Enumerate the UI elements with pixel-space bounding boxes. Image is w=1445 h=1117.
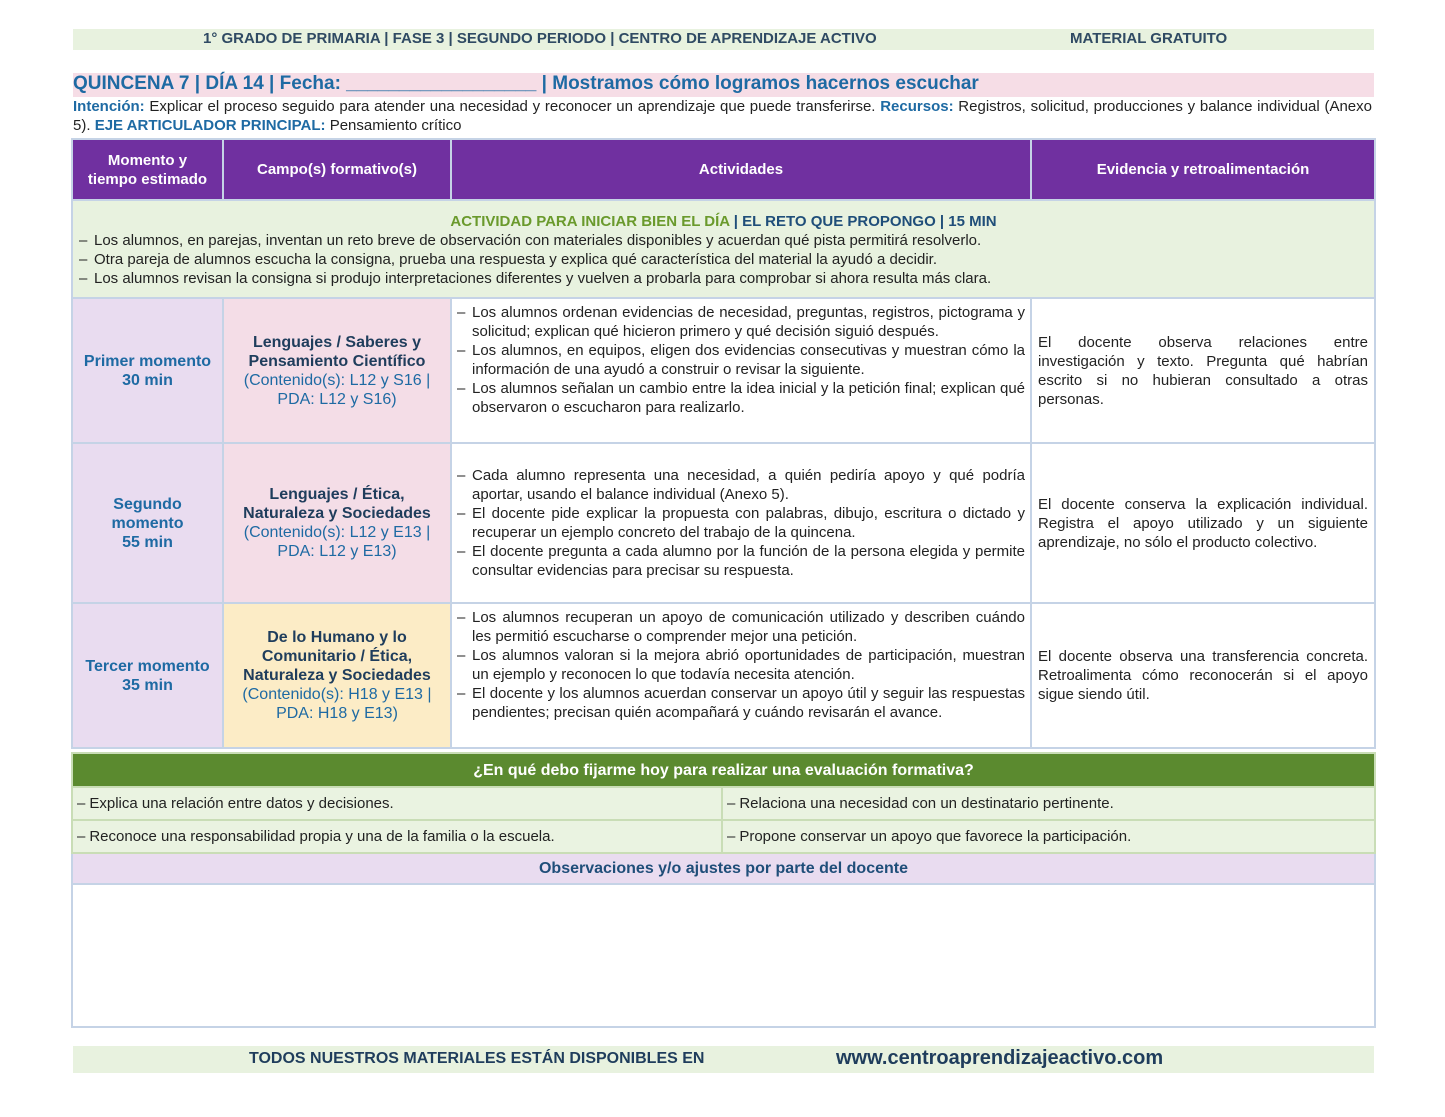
list-item: – El docente pide explicar la propuesta con palabras, dibujo, escritura o dictado y recuperar un ejemplo concreto del trabajo de la quincena. bbox=[455, 504, 1025, 542]
evaluation-item: – Explica una relación entre datos y decisiones. bbox=[72, 787, 722, 820]
activities-cell bbox=[451, 443, 1031, 603]
resources-text: Registros, solicitud, producciones y balance individual (Anexo 5). bbox=[73, 98, 1372, 134]
moment-label: Primer momento bbox=[83, 352, 212, 370]
axis-text: Pensamiento crítico bbox=[325, 117, 462, 134]
evaluation-item: – Reconoce una responsabilidad propia y una de la familia o la escuela. bbox=[72, 820, 722, 853]
top-banner bbox=[73, 29, 1374, 50]
evaluation-item: – Propone conservar un apoyo que favorece la participación. bbox=[722, 820, 1375, 853]
list-item: – El docente y los alumnos acuerdan conservar un apoyo útil y seguir las respuestas pendientes; precisan quién acompañará y cuándo revisarán el avance. bbox=[455, 684, 1025, 722]
list-item: – Otra pareja de alumnos escucha la consigna, prueba una respuesta y explica qué característica del material la ayudó a decidir. bbox=[77, 250, 1370, 269]
start-activity-list bbox=[77, 231, 1370, 288]
list-item: – Los alumnos revisan la consigna si produjo interpretaciones diferentes y vuelven a probarla para comprobar si ahora resulta más clara. bbox=[77, 269, 1370, 288]
resources-label: Recursos: bbox=[880, 98, 954, 115]
evidence-cell: El docente observa relaciones entre investigación y texto. Pregunta qué habrían escrito si no hubieran consultado a otras personas. bbox=[1031, 298, 1375, 443]
moment-time: 35 min bbox=[122, 676, 173, 694]
moment-cell bbox=[72, 603, 223, 748]
moment-time: 30 min bbox=[122, 371, 173, 389]
list-item: – Los alumnos valoran si la mejora abrió oportunidades de participación, muestran un ejemplo y reconocen lo que todavía necesita atención. bbox=[455, 646, 1025, 684]
moment-time: 55 min bbox=[122, 533, 173, 551]
campo-content: (Contenido(s): L12 y S16 | PDA: L12 y S16) bbox=[243, 371, 431, 408]
intent-paragraph bbox=[73, 97, 1372, 135]
moment-cell bbox=[72, 298, 223, 443]
start-title-green: ACTIVIDAD PARA INICIAR BIEN EL DÍA bbox=[450, 213, 730, 230]
evidence-cell: El docente observa una transferencia concreta. Retroalimenta cómo reconocerán si el apoyo sigue siendo útil. bbox=[1031, 603, 1375, 748]
observations-title: Observaciones y/o ajustes por parte del docente bbox=[72, 853, 1375, 884]
campo-content: (Contenido(s): L12 y E13 | PDA: L12 y E13) bbox=[243, 524, 431, 560]
evaluation-title: ¿En qué debo fijarme hoy para realizar una evaluación formativa? bbox=[72, 753, 1375, 787]
table-row bbox=[72, 298, 1375, 443]
campo-name: Lenguajes / Saberes y Pensamiento Científico bbox=[248, 333, 426, 370]
intent-label: Intención: bbox=[73, 98, 145, 115]
evaluation-item: – Relaciona una necesidad con un destinatario pertinente. bbox=[722, 787, 1375, 820]
table-row bbox=[72, 603, 1375, 748]
intent-text: Explicar el proceso seguido para atender una necesidad y reconocer un aprendizaje que puede transferirse. bbox=[144, 98, 881, 115]
lesson-plan-table bbox=[71, 138, 1376, 749]
campo-name: Lenguajes / Ética, Naturaleza y Sociedades bbox=[243, 486, 431, 522]
header-campo: Campo(s) formativo(s) bbox=[223, 139, 451, 200]
start-activity-cell bbox=[72, 200, 1375, 298]
footer-banner bbox=[73, 1046, 1374, 1073]
campo-content: (Contenido(s): H18 y E13 | PDA: H18 y E13) bbox=[242, 686, 432, 722]
start-title-rest: | EL RETO QUE PROPONGO | 15 MIN bbox=[729, 213, 997, 230]
campo-cell bbox=[223, 603, 451, 748]
footer-url-link[interactable]: www.centroaprendizajeactivo.com bbox=[836, 1047, 1164, 1069]
moment-label: Segundo momento bbox=[111, 495, 184, 532]
list-item: – Los alumnos, en parejas, inventan un reto breve de observación con materiales disponibles y acuerdan qué pista permitirá resolverlo. bbox=[77, 231, 1370, 250]
list-item: – Los alumnos, en equipos, eligen dos evidencias consecutivas y muestran cómo la información de una ayudó a construir o revisar la siguiente. bbox=[455, 341, 1025, 379]
moment-cell bbox=[72, 443, 223, 603]
header-moment: Momento y tiempo estimado bbox=[72, 139, 223, 200]
list-item: – Los alumnos recuperan un apoyo de comunicación utilizado y describen cuándo les permitió escucharse o comprender mejor una petición. bbox=[455, 608, 1025, 646]
start-activity-title bbox=[77, 212, 1370, 231]
list-item: – El docente pregunta a cada alumno por la función de la persona elegida y permite consultar evidencias para precisar su respuesta. bbox=[455, 542, 1025, 580]
campo-cell bbox=[223, 443, 451, 603]
axis-label: EJE ARTICULADOR PRINCIPAL: bbox=[94, 117, 326, 134]
campo-name: De lo Humano y lo Comunitario / Ética, Naturaleza y Sociedades bbox=[243, 629, 431, 684]
list-item: – Los alumnos ordenan evidencias de necesidad, preguntas, registros, pictograma y solicitud; explican qué hicieron primero y qué decisión siguió después. bbox=[455, 303, 1025, 341]
free-material-label: MATERIAL GRATUITO bbox=[1070, 30, 1228, 47]
campo-cell bbox=[223, 298, 451, 443]
title-bar bbox=[73, 73, 1374, 97]
start-activity-row bbox=[72, 200, 1375, 298]
evaluation-table bbox=[71, 752, 1376, 1028]
observations-area bbox=[72, 884, 1375, 1027]
list-item: – Cada alumno representa una necesidad, a quién pediría apoyo y qué podría aportar, usando el balance individual (Anexo 5). bbox=[455, 466, 1025, 504]
table-row bbox=[72, 443, 1375, 603]
page-title: QUINCENA 7 | DÍA 14 | Fecha: __________________ | Mostramos cómo logramos hacernos escuchar bbox=[73, 73, 979, 94]
footer-text: TODOS NUESTROS MATERIALES ESTÁN DISPONIBLES EN bbox=[249, 1050, 705, 1067]
moment-label: Tercer momento bbox=[85, 657, 210, 675]
grade-info: 1° GRADO DE PRIMARIA | FASE 3 | SEGUNDO PERIODO | CENTRO DE APRENDIZAJE ACTIVO bbox=[203, 30, 877, 47]
evidence-cell: El docente conserva la explicación individual. Registra el apoyo utilizado y un siguiente aprendizaje, no sólo el producto colectivo. bbox=[1031, 443, 1375, 603]
list-item: – Los alumnos señalan un cambio entre la idea inicial y la petición final; explican qué observaron o escucharon para realizarlo. bbox=[455, 379, 1025, 417]
header-evidence: Evidencia y retroalimentación bbox=[1031, 139, 1375, 200]
table-header-row bbox=[72, 139, 1375, 200]
activities-cell bbox=[451, 603, 1031, 748]
activities-cell bbox=[451, 298, 1031, 443]
header-activities: Actividades bbox=[451, 139, 1031, 200]
